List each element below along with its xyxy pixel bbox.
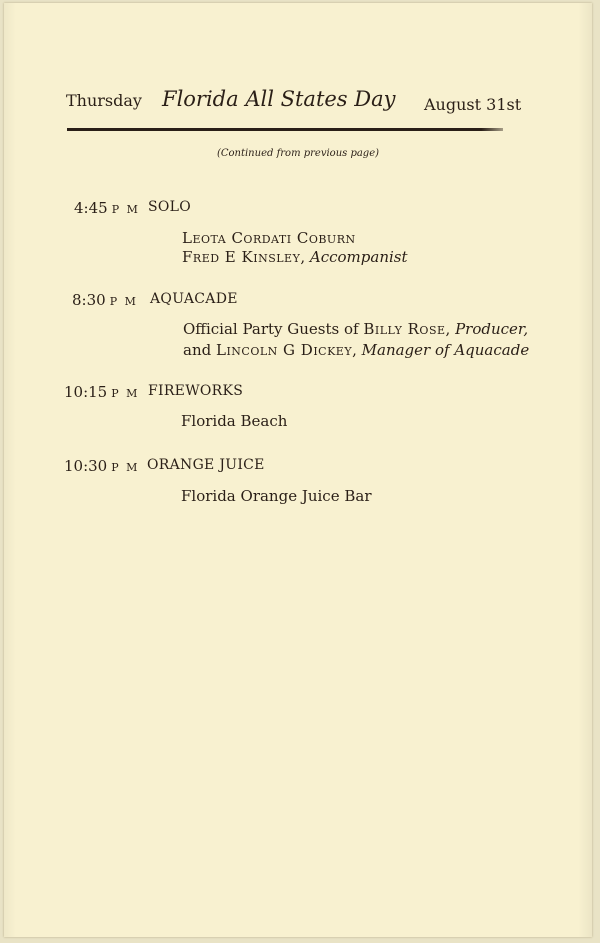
separator: ,: [445, 320, 456, 338]
event-time: [64, 457, 139, 475]
event-location: Florida Beach: [181, 412, 288, 430]
accompanist-line: [182, 248, 408, 266]
event-time: [74, 199, 140, 217]
event-time-period: P M: [111, 387, 140, 400]
header-day: Thursday: [66, 91, 142, 110]
header-rule: [67, 128, 503, 131]
continued-note: (Continued from previous page): [216, 148, 380, 159]
event-location: Florida Orange Juice Bar: [181, 487, 372, 505]
header-date: August 31st: [424, 95, 522, 114]
event-time: [64, 383, 139, 401]
event-label: SOLO: [148, 199, 192, 215]
manager-line: [183, 341, 529, 359]
event-time: [72, 291, 138, 309]
event-time-value: 8:30: [72, 291, 106, 309]
manager-prefix: and: [183, 341, 216, 359]
event-time-value: 10:15: [64, 383, 108, 401]
event-time-value: 4:45: [74, 199, 108, 217]
event-time-value: 10:30: [64, 457, 108, 475]
event-label: ORANGE JUICE: [147, 457, 265, 473]
event-time-period: P M: [111, 461, 140, 474]
guests-text: Official Party Guests of: [183, 320, 364, 338]
manager-role: Manager of Aquacade: [361, 341, 530, 359]
manager-name: Lincoln G Dickey: [215, 341, 353, 359]
producer-name: Billy Rose: [363, 320, 446, 338]
performer-name: Leota Cordati Coburn: [182, 229, 356, 247]
page-title: Florida All States Day: [162, 87, 396, 111]
producer-role: Producer,: [455, 320, 529, 338]
event-time-period: P M: [109, 295, 138, 308]
accompanist-role: Accompanist: [309, 248, 408, 266]
event-label: FIREWORKS: [148, 383, 244, 399]
separator: ,: [300, 248, 310, 266]
event-time-period: P M: [111, 203, 140, 216]
event-label: AQUACADE: [150, 291, 238, 307]
guests-line: [183, 320, 528, 338]
accompanist-name: Fred E Kinsley: [182, 248, 301, 266]
separator: ,: [352, 341, 362, 359]
program-page: [4, 3, 592, 937]
